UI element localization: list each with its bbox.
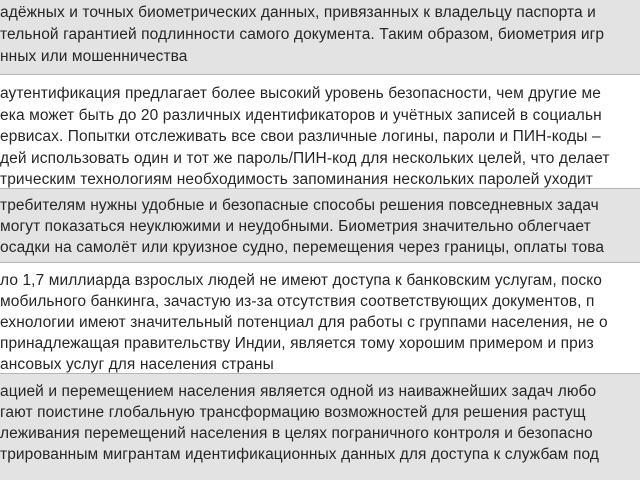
- text-block-5: [0, 374, 640, 480]
- text-line: гают поистине глобальную трансформацию возможностей для решения растущ: [0, 404, 586, 421]
- text-line: тельной гарантией подлинности самого документа. Таким образом, биометрия игр: [0, 26, 605, 43]
- text-line: адёжных и точных биометрических данных, привязанных к владельцу паспорта и: [0, 4, 596, 21]
- text-line: нных или мошенничества: [0, 48, 188, 65]
- text-line: ервисах. Попытки отслеживать все свои различные логины, пароли и ПИН-коды –: [0, 128, 601, 145]
- text-line: принадлежащая правительству Индии, является тому хорошим примером и приз: [0, 335, 594, 352]
- text-line: могут показаться неуклюжими и неудобными. Биометрия значительно облегчает: [0, 218, 591, 235]
- text-block-1: [0, 0, 640, 74]
- text-line: трическим технологиям необходимость запоминания нескольких паролей уходит: [0, 171, 593, 188]
- text-block-3: [0, 189, 640, 262]
- text-line: ансовых услуг для населения страны: [0, 356, 274, 373]
- text-line: осадки на самолёт или круизное судно, перемещения через границы, оплаты това: [0, 239, 605, 256]
- text-line: аутентификация предлагает более высокий уровень безопасности, чем другие ме: [0, 85, 601, 102]
- text-line: мобильного банкинга, зачастую из-за отсутствия соответствующих документов, п: [0, 293, 595, 310]
- text-line: требителям нужны удобные и безопасные способы решения повседневных задач: [0, 197, 599, 214]
- text-block-2: [0, 75, 640, 188]
- text-line: ацией и перемещением населения является одной из наиважнейших задач любо: [0, 383, 597, 400]
- text-line: ехнологии имеют значительный потенциал для работы с группами населения, не о: [0, 314, 608, 331]
- text-block-4: [0, 263, 640, 373]
- text-line: леживания перемещений населения в целях пограничного контроля и безопасно: [0, 425, 593, 442]
- text-line: дей использовать один и тот же пароль/ПИН-код для нескольких целей, что делает: [0, 150, 610, 167]
- text-line: ло 1,7 миллиарда взрослых людей не имеют доступа к банковским услугам, поско: [0, 272, 602, 289]
- text-line: трированным мигрантам идентификационных данных для доступа к службам под: [0, 446, 599, 463]
- text-line: ека может быть до 20 различных идентификаторов и учётных записей в социальн: [0, 107, 602, 124]
